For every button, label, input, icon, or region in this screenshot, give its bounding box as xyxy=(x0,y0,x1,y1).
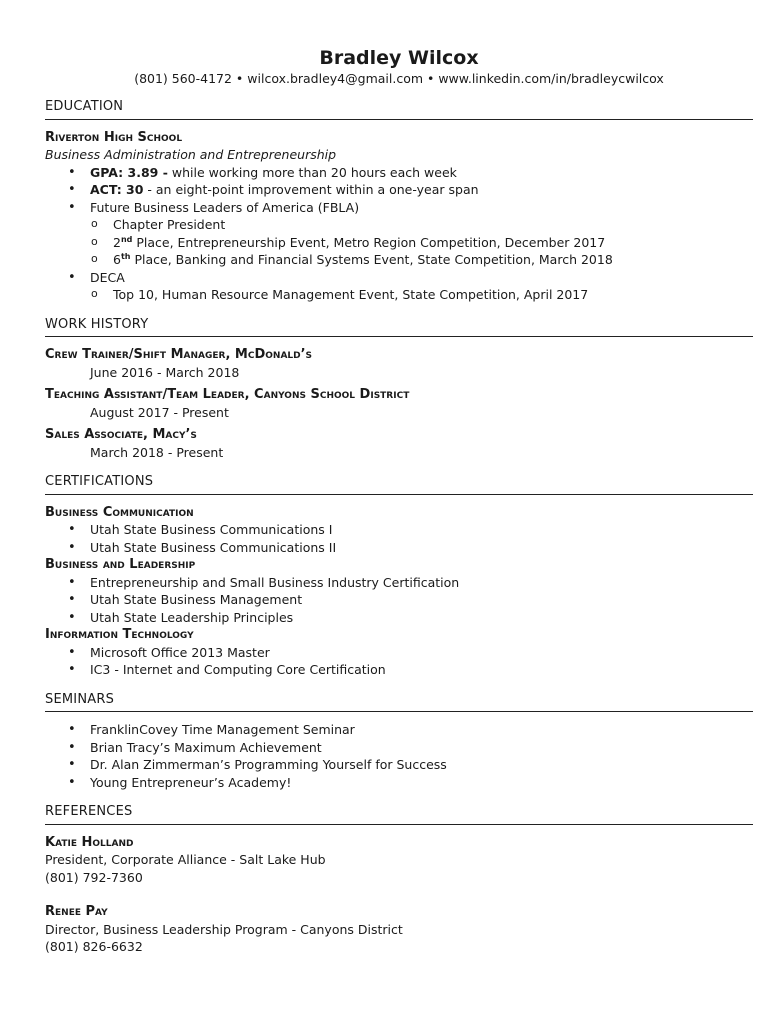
sub-item-text: Place, Entrepreneurship Event, Metro Region Competition, December 2017 xyxy=(132,234,606,250)
list-item: • IC3 - Internet and Computing Core Certification xyxy=(68,661,753,679)
cert-list xyxy=(68,521,753,556)
education-block xyxy=(45,129,753,304)
job-title: Teaching Assistant/Team Leader, Canyons School District xyxy=(45,387,410,402)
sub-item-text: Place, Banking and Financial Systems Event, State Competition, March 2018 xyxy=(130,252,613,267)
job-dates: March 2018 - Present xyxy=(90,444,224,460)
reference-name: Katie Holland xyxy=(45,834,134,850)
section-title-references: REFERENCES xyxy=(45,803,753,825)
sub-item-text: Top 10, Human Resource Management Event, State Competition, April 2017 xyxy=(113,287,589,302)
fbla-label: Future Business Leaders of America (FBLA) xyxy=(90,199,360,215)
list-item xyxy=(68,164,753,182)
section-title-work-history: WORK HISTORY xyxy=(45,316,753,338)
fbla-sublist xyxy=(91,216,753,269)
resume-page xyxy=(45,0,753,973)
list-item xyxy=(68,269,753,287)
list-item xyxy=(91,234,753,252)
list-item: • Utah State Business Management xyxy=(68,591,753,609)
job-title: Sales Associate, Macy’s xyxy=(45,427,197,442)
reference-role: President, Corporate Alliance - Salt Lake Hub xyxy=(45,852,326,867)
list-item xyxy=(91,286,753,304)
section-title-seminars: SEMINARS xyxy=(45,691,753,713)
contact-line: (801) 560-4172 • wilcox.bradley4@gmail.com • www.linkedin.com/in/bradleycwilcox xyxy=(134,71,664,86)
list-item: • Brian Tracy’s Maximum Achievement xyxy=(68,739,753,757)
list-item: • Young Entrepreneur’s Academy! xyxy=(68,774,753,792)
school-name: Riverton High School xyxy=(45,129,183,145)
list-item: • Microsoft Office 2013 Master xyxy=(68,644,753,662)
act-text: - an eight-point improvement within a one-year span xyxy=(143,182,479,197)
place-suffix: nd xyxy=(120,234,133,244)
sub-item-text: Chapter President xyxy=(113,217,226,232)
place-suffix: th xyxy=(120,252,131,261)
program-name: Business Administration and Entrepreneurship xyxy=(45,147,337,162)
place-number: 6 xyxy=(113,252,121,267)
deca-list xyxy=(68,269,753,287)
list-item xyxy=(91,251,753,269)
place-number: 2 xyxy=(113,234,121,250)
section-title-certifications: CERTIFICATIONS xyxy=(45,473,753,495)
list-item: • Dr. Alan Zimmerman’s Programming Yourself for Success xyxy=(68,756,753,774)
cert-list xyxy=(68,644,753,679)
cert-group-title: Business Communication xyxy=(45,504,194,520)
reference-entry xyxy=(45,903,753,956)
job-dates: August 2017 - Present xyxy=(90,404,229,420)
cert-list xyxy=(68,574,753,627)
job-title: Crew Trainer/Shift Manager, McDonald’s xyxy=(45,347,313,362)
job-dates: June 2016 - March 2018 xyxy=(90,364,240,380)
resume-header xyxy=(45,0,753,88)
certifications-block xyxy=(45,504,753,679)
list-item xyxy=(68,181,753,199)
work-history-block xyxy=(45,346,753,461)
list-item: • Utah State Business Communications I xyxy=(68,521,753,539)
reference-name: Renee Pay xyxy=(45,904,108,919)
education-list xyxy=(68,164,753,217)
seminar-list xyxy=(68,721,753,791)
section-title-education: EDUCATION xyxy=(45,98,753,120)
references-block xyxy=(45,834,753,956)
gpa-label: GPA: 3.89 - xyxy=(90,164,168,180)
act-label: ACT: 30 xyxy=(90,182,144,197)
reference-role: Director, Business Leadership Program - Canyons District xyxy=(45,921,403,937)
list-item: • Utah State Leadership Principles xyxy=(68,609,753,627)
list-item: • FranklinCovey Time Management Seminar xyxy=(68,721,753,739)
cert-group-title: Business and Leadership xyxy=(45,557,196,572)
list-item: • Utah State Business Communications II xyxy=(68,539,753,557)
list-item xyxy=(68,199,753,217)
cert-group-title: Information Technology xyxy=(45,627,194,642)
deca-label: DECA xyxy=(90,269,125,285)
list-item: • Entrepreneurship and Small Business Industry Certification xyxy=(68,574,753,592)
reference-phone: (801) 826-6632 xyxy=(45,939,143,954)
list-item xyxy=(91,216,753,234)
reference-entry xyxy=(45,834,753,887)
gpa-text: while working more than 20 hours each week xyxy=(167,164,457,180)
deca-sublist xyxy=(91,286,753,304)
candidate-name: Bradley Wilcox xyxy=(319,47,479,69)
reference-phone: (801) 792-7360 xyxy=(45,869,143,885)
seminars-block xyxy=(45,721,753,791)
